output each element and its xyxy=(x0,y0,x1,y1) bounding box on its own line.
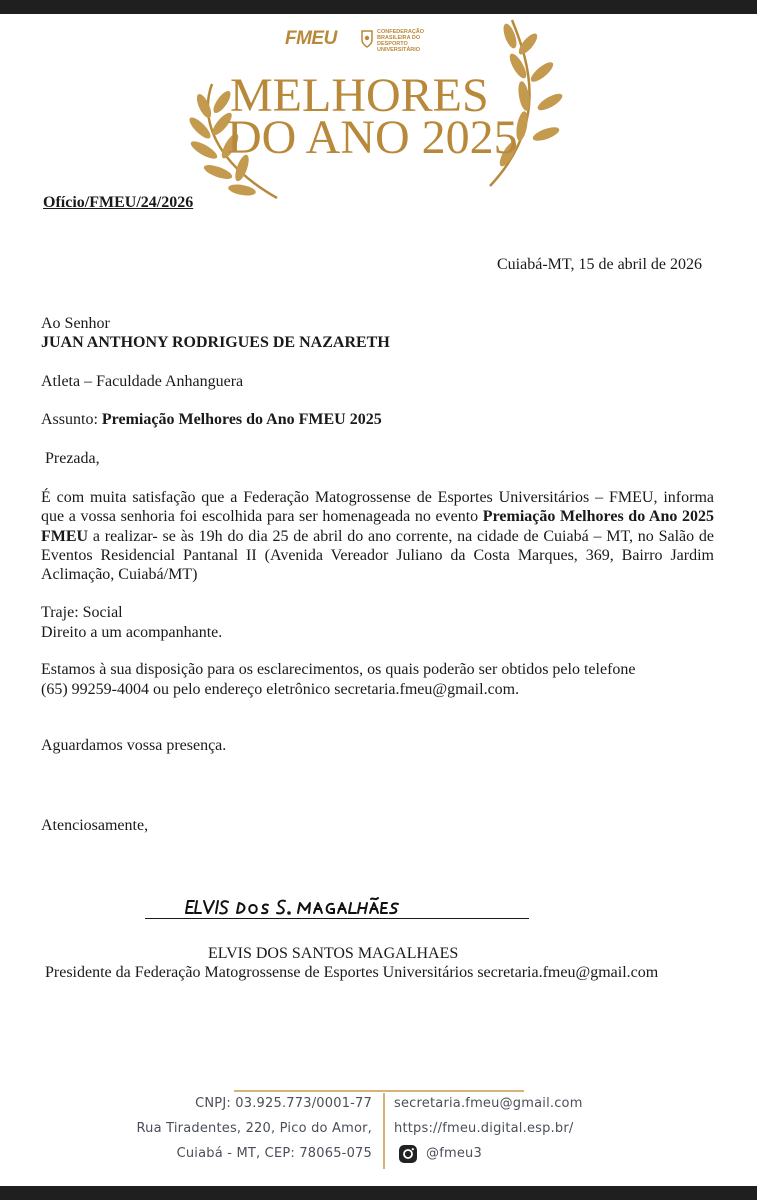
top-bar xyxy=(0,0,757,14)
confederation-text: CONFEDERAÇÃO BRASILEIRA DO DESPORTO UNIVERSITÁRIO xyxy=(377,29,425,53)
contact-line-1: Estamos à sua disposição para os esclarecimentos, os quais poderão ser obtidos pelo telefone xyxy=(41,661,636,678)
footer-email[interactable]: secretaria.fmeu@gmail.com xyxy=(394,1096,583,1111)
signature-line xyxy=(145,918,529,919)
event-title-line2: DO ANO 2025 xyxy=(227,111,518,164)
body-text-part1: É com muita satisfação que a Federação Matogrossense de Esportes Universitários – FMEU, informa que a vossa senhoria foi escolhida para ser homenageada no evento xyxy=(41,489,714,526)
fmeu-logo: FMEU xyxy=(285,28,337,49)
event-details xyxy=(41,603,222,642)
dress-code: Traje: Social xyxy=(41,604,123,621)
contact-paragraph xyxy=(41,660,636,699)
body-event-name: Premiação Melhores do Ano 2025 FMEU xyxy=(41,508,715,545)
handwritten-signature xyxy=(185,893,415,919)
footer-website[interactable]: https://fmeu.digital.esp.br/ xyxy=(394,1121,574,1136)
footer-cnpj: CNPJ: 03.925.773/0001-77 xyxy=(195,1096,372,1111)
body-paragraph xyxy=(41,488,714,584)
footer-city: Cuiabá - MT, CEP: 78065-075 xyxy=(176,1146,372,1161)
signer-title: Presidente da Federação Matogrossense de Esportes Universitários secretaria.fmeu@gmail.com xyxy=(45,964,659,981)
closing: Atenciosamente, xyxy=(41,817,149,834)
document-reference: Ofício/FMEU/24/2026 xyxy=(43,194,194,211)
footer-divider xyxy=(383,1093,385,1169)
cbdu-seal-icon xyxy=(361,30,373,48)
place-date: Cuiabá-MT, 15 de abril de 2026 xyxy=(497,256,702,273)
signer-name: ELVIS DOS SANTOS MAGALHAES xyxy=(208,945,459,962)
subject-label: Assunto: xyxy=(41,411,98,428)
subject-value: Premiação Melhores do Ano FMEU 2025 xyxy=(101,411,382,428)
footer-instagram[interactable]: @fmeu3 xyxy=(426,1146,482,1161)
footer-address: Rua Tiradentes, 220, Pico do Amor, xyxy=(136,1121,372,1136)
recipient-role: Atleta – Faculdade Anhanguera xyxy=(41,373,244,390)
body-text-part2: a realizar- se às 19h do dia 25 de abril do ano corrente, na cidade de Cuiabá – MT, no Salão de Eventos Residencial Pantanal II (Avenida Vereador Juliano da Costa Marques, 369, Bairro Jardim Aclimação, Cuiabá/MT) xyxy=(41,527,714,584)
greeting: Prezada, xyxy=(45,450,100,467)
bottom-bar xyxy=(0,1186,757,1200)
subject-line xyxy=(41,411,382,429)
await-text: Aguardamos vossa presença. xyxy=(41,737,227,754)
companion-note: Direito a um acompanhante. xyxy=(41,623,223,641)
footer-gold-line xyxy=(234,1090,524,1092)
recipient-name: JUAN ANTHONY RODRIGUES DE NAZARETH xyxy=(41,334,390,351)
salutation-to: Ao Senhor xyxy=(41,315,110,332)
contact-line-2: (65) 99259-4004 ou pelo endereço eletrônico secretaria.fmeu@gmail.com. xyxy=(41,680,520,698)
event-header xyxy=(170,14,570,209)
instagram-icon[interactable] xyxy=(398,1144,418,1164)
event-title-line1: MELHORES xyxy=(230,69,489,122)
